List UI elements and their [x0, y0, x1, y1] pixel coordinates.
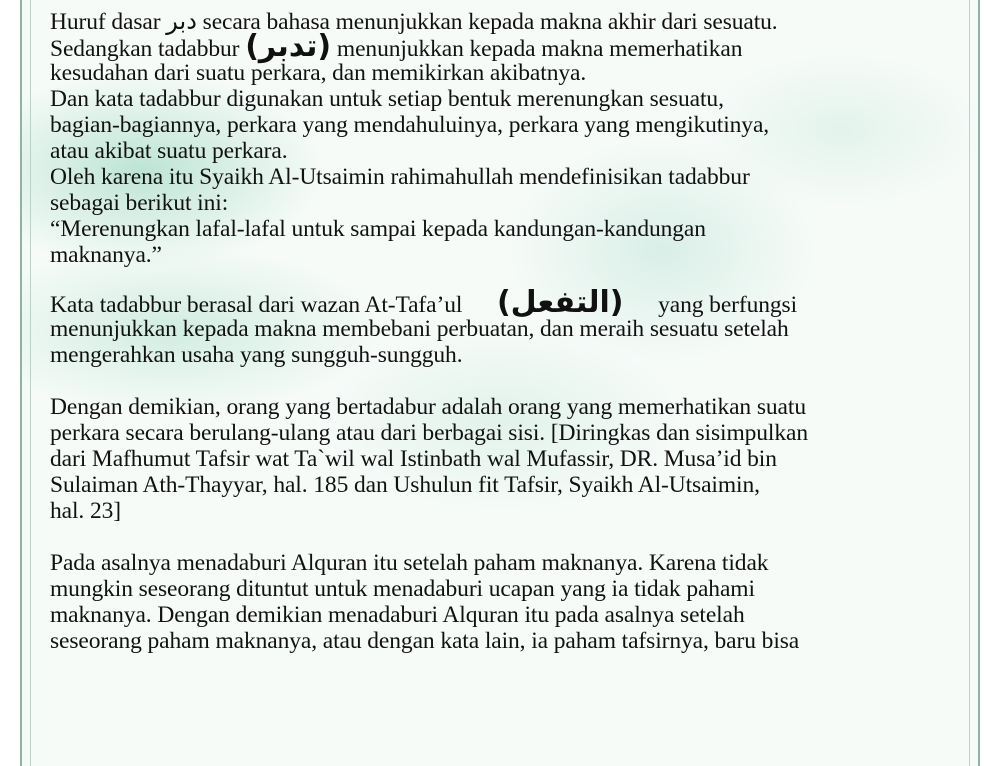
- arabic-term: (التفعل): [496, 285, 624, 320]
- paragraph-tadabbur-quran: [50, 550, 970, 654]
- text-line: Pada asalnya menadaburi Alquran itu setelah paham maknanya. Karena tidak: [50, 550, 769, 576]
- text-line: maknanya.”: [50, 242, 162, 268]
- paragraph-wazan: [50, 285, 970, 368]
- text-line: maknanya. Dengan demikian menadaburi Alquran itu pada asalnya setelah: [50, 602, 745, 628]
- text-line: mengerahkan usaha yang sungguh-sungguh.: [50, 342, 463, 368]
- text-line: Huruf dasar دبر secara bahasa menunjukkan kepada makna akhir dari sesuatu.: [50, 7, 778, 35]
- text-line: Oleh karena itu Syaikh Al-Utsaimin rahimahullah mendefinisikan tadabbur: [50, 164, 750, 190]
- text-line: Kata tadabbur berasal dari wazan At-Tafa’ul (التفعل) yang berfungsi: [50, 285, 798, 320]
- arabic-term: (تدبر): [245, 29, 332, 64]
- text-line: menunjukkan kepada makna membebani perbuatan, dan meraih sesuatu setelah: [50, 316, 789, 342]
- text-line: Dan kata tadabbur digunakan untuk setiap bentuk merenungkan sesuatu,: [50, 86, 724, 112]
- paragraph-definition: [50, 8, 970, 268]
- paragraph-spacer: [50, 368, 970, 394]
- page-frame: [20, 0, 980, 766]
- text-line: sebagai berikut ini:: [50, 190, 229, 216]
- text-line: mungkin seseorang dituntut untuk menadaburi ucapan yang ia tidak pahami: [50, 576, 755, 602]
- text-line: perkara secara berulang-ulang atau dari berbagai sisi. [Diringkas dan sisimpulkan: [50, 420, 808, 446]
- article-text: [50, 8, 970, 654]
- paragraph-spacer: [50, 524, 970, 550]
- text-line: atau akibat suatu perkara.: [50, 138, 288, 164]
- paragraph-conclusion: [50, 394, 970, 524]
- arabic-term: دبر: [166, 7, 197, 35]
- text-line: “Merenungkan lafal-lafal untuk sampai kepada kandungan-kandungan: [50, 216, 706, 242]
- text-line: dari Mafhumut Tafsir wat Ta`wil wal Istinbath wal Mufassir, DR. Musa’id bin: [50, 446, 777, 472]
- text-line: bagian-bagiannya, perkara yang mendahuluinya, perkara yang mengikutinya,: [50, 112, 770, 138]
- text-line: Sulaiman Ath-Thayyar, hal. 185 dan Ushulun fit Tafsir, Syaikh Al-Utsaimin,: [50, 472, 760, 498]
- text-line: kesudahan dari suatu perkara, dan memikirkan akibatnya.: [50, 60, 587, 86]
- text-line: hal. 23]: [50, 498, 121, 524]
- text-line: Dengan demikian, orang yang bertadabur adalah orang yang memerhatikan suatu: [50, 394, 806, 420]
- text-line: seseorang paham maknanya, atau dengan kata lain, ia paham tafsirnya, baru bisa: [50, 628, 800, 654]
- text-line: Sedangkan tadabbur (تدبر) menunjukkan kepada makna memerhatikan: [50, 29, 743, 64]
